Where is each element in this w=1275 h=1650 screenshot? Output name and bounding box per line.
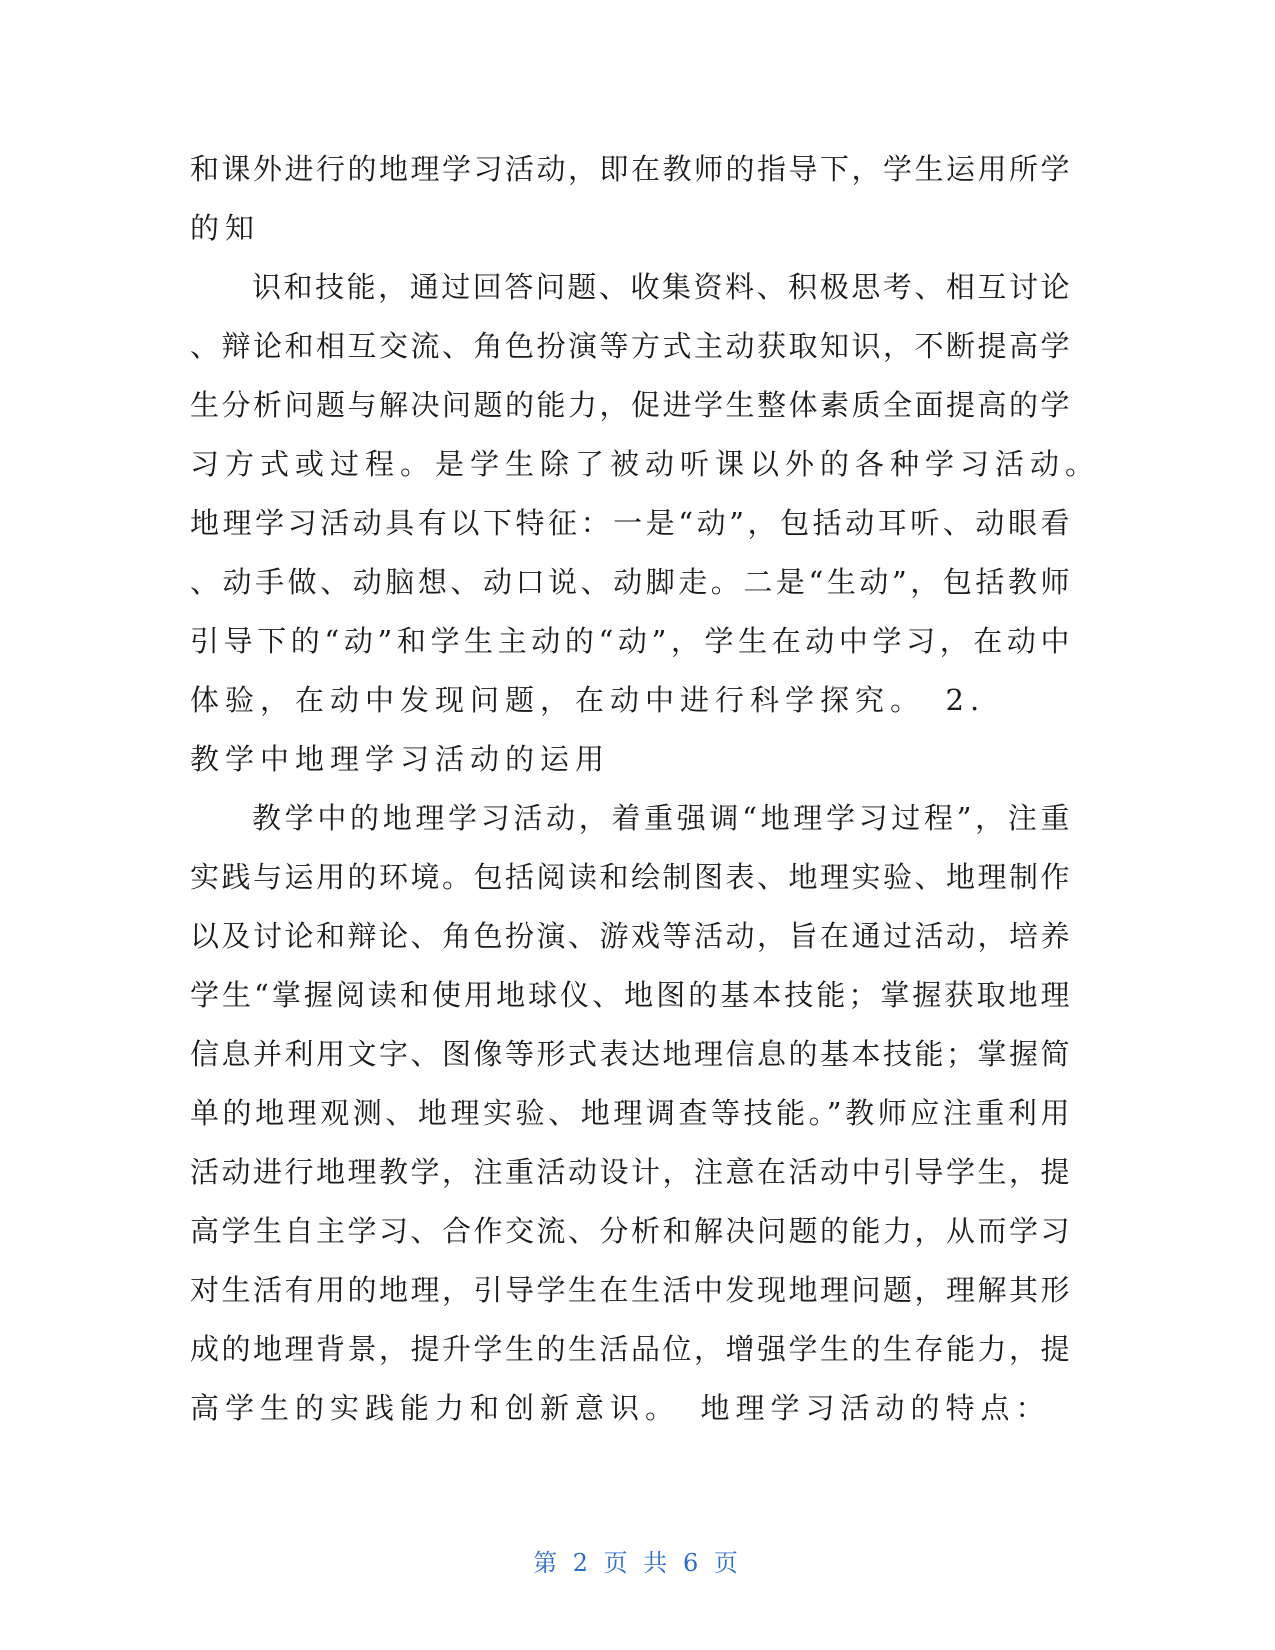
text-line: 、辩论和相互交流、角色扮演等方式主动获取知识，不断提高学 [190,329,1070,363]
body-text [190,140,1101,1438]
text-line: 和课外进行的地理学习活动，即在教师的指导下，学生运用所学 [190,152,1070,186]
section-heading: 教学中地理学习活动的运用 [190,742,611,776]
text-line: 单的地理观测、地理实验、地理调查等技能。”教师应注重利用 [190,1096,1070,1130]
text-line: 实践与运用的环境。包括阅读和绘制图表、地理实验、地理制作 [190,860,1070,894]
text-line: 体验，在动中发现问题，在动中进行科学探究。 2. [190,683,986,717]
paragraph-start-line: 教学中的地理学习活动，着重强调“地理学习过程”，注重 [252,801,1070,835]
text-line: 的知 [190,211,261,245]
page-number-label: 第 2 页 共 6 页 [533,1549,742,1577]
text-line: 活动进行地理教学，注重活动设计，注意在活动中引导学生，提 [190,1155,1070,1189]
text-line: 、动手做、动脑想、动口说、动脚走。二是“生动”，包括教师 [190,565,1070,599]
text-line: 学生“掌握阅读和使用地球仪、地图的基本技能；掌握获取地理 [190,978,1070,1012]
page-number-footer [0,1543,1275,1578]
paragraph-start-line: 识和技能，通过回答问题、收集资料、积极思考、相互讨论 [252,270,1070,304]
text-line: 高学生自主学习、合作交流、分析和解决问题的能力，从而学习 [190,1214,1070,1248]
text-line: 地理学习活动具有以下特征：一是“动”，包括动耳听、动眼看 [190,506,1070,540]
text-line: 信息并利用文字、图像等形式表达地理信息的基本技能；掌握简 [190,1037,1070,1071]
text-line: 成的地理背景，提升学生的生活品位，增强学生的生存能力，提 [190,1332,1070,1366]
text-line: 生分析问题与解决问题的能力，促进学生整体素质全面提高的学 [190,388,1070,422]
text-line: 以及讨论和辩论、角色扮演、游戏等活动，旨在通过活动，培养 [190,919,1070,953]
text-line: 高学生的实践能力和创新意识。 地理学习活动的特点： [190,1391,1051,1425]
text-line: 对生活有用的地理，引导学生在生活中发现地理问题，理解其形 [190,1273,1070,1307]
text-line: 习方式或过程。是学生除了被动听课以外的各种学习活动。 [190,447,1101,481]
text-line: 引导下的“动”和学生主动的“动”，学生在动中学习，在动中 [190,624,1070,658]
